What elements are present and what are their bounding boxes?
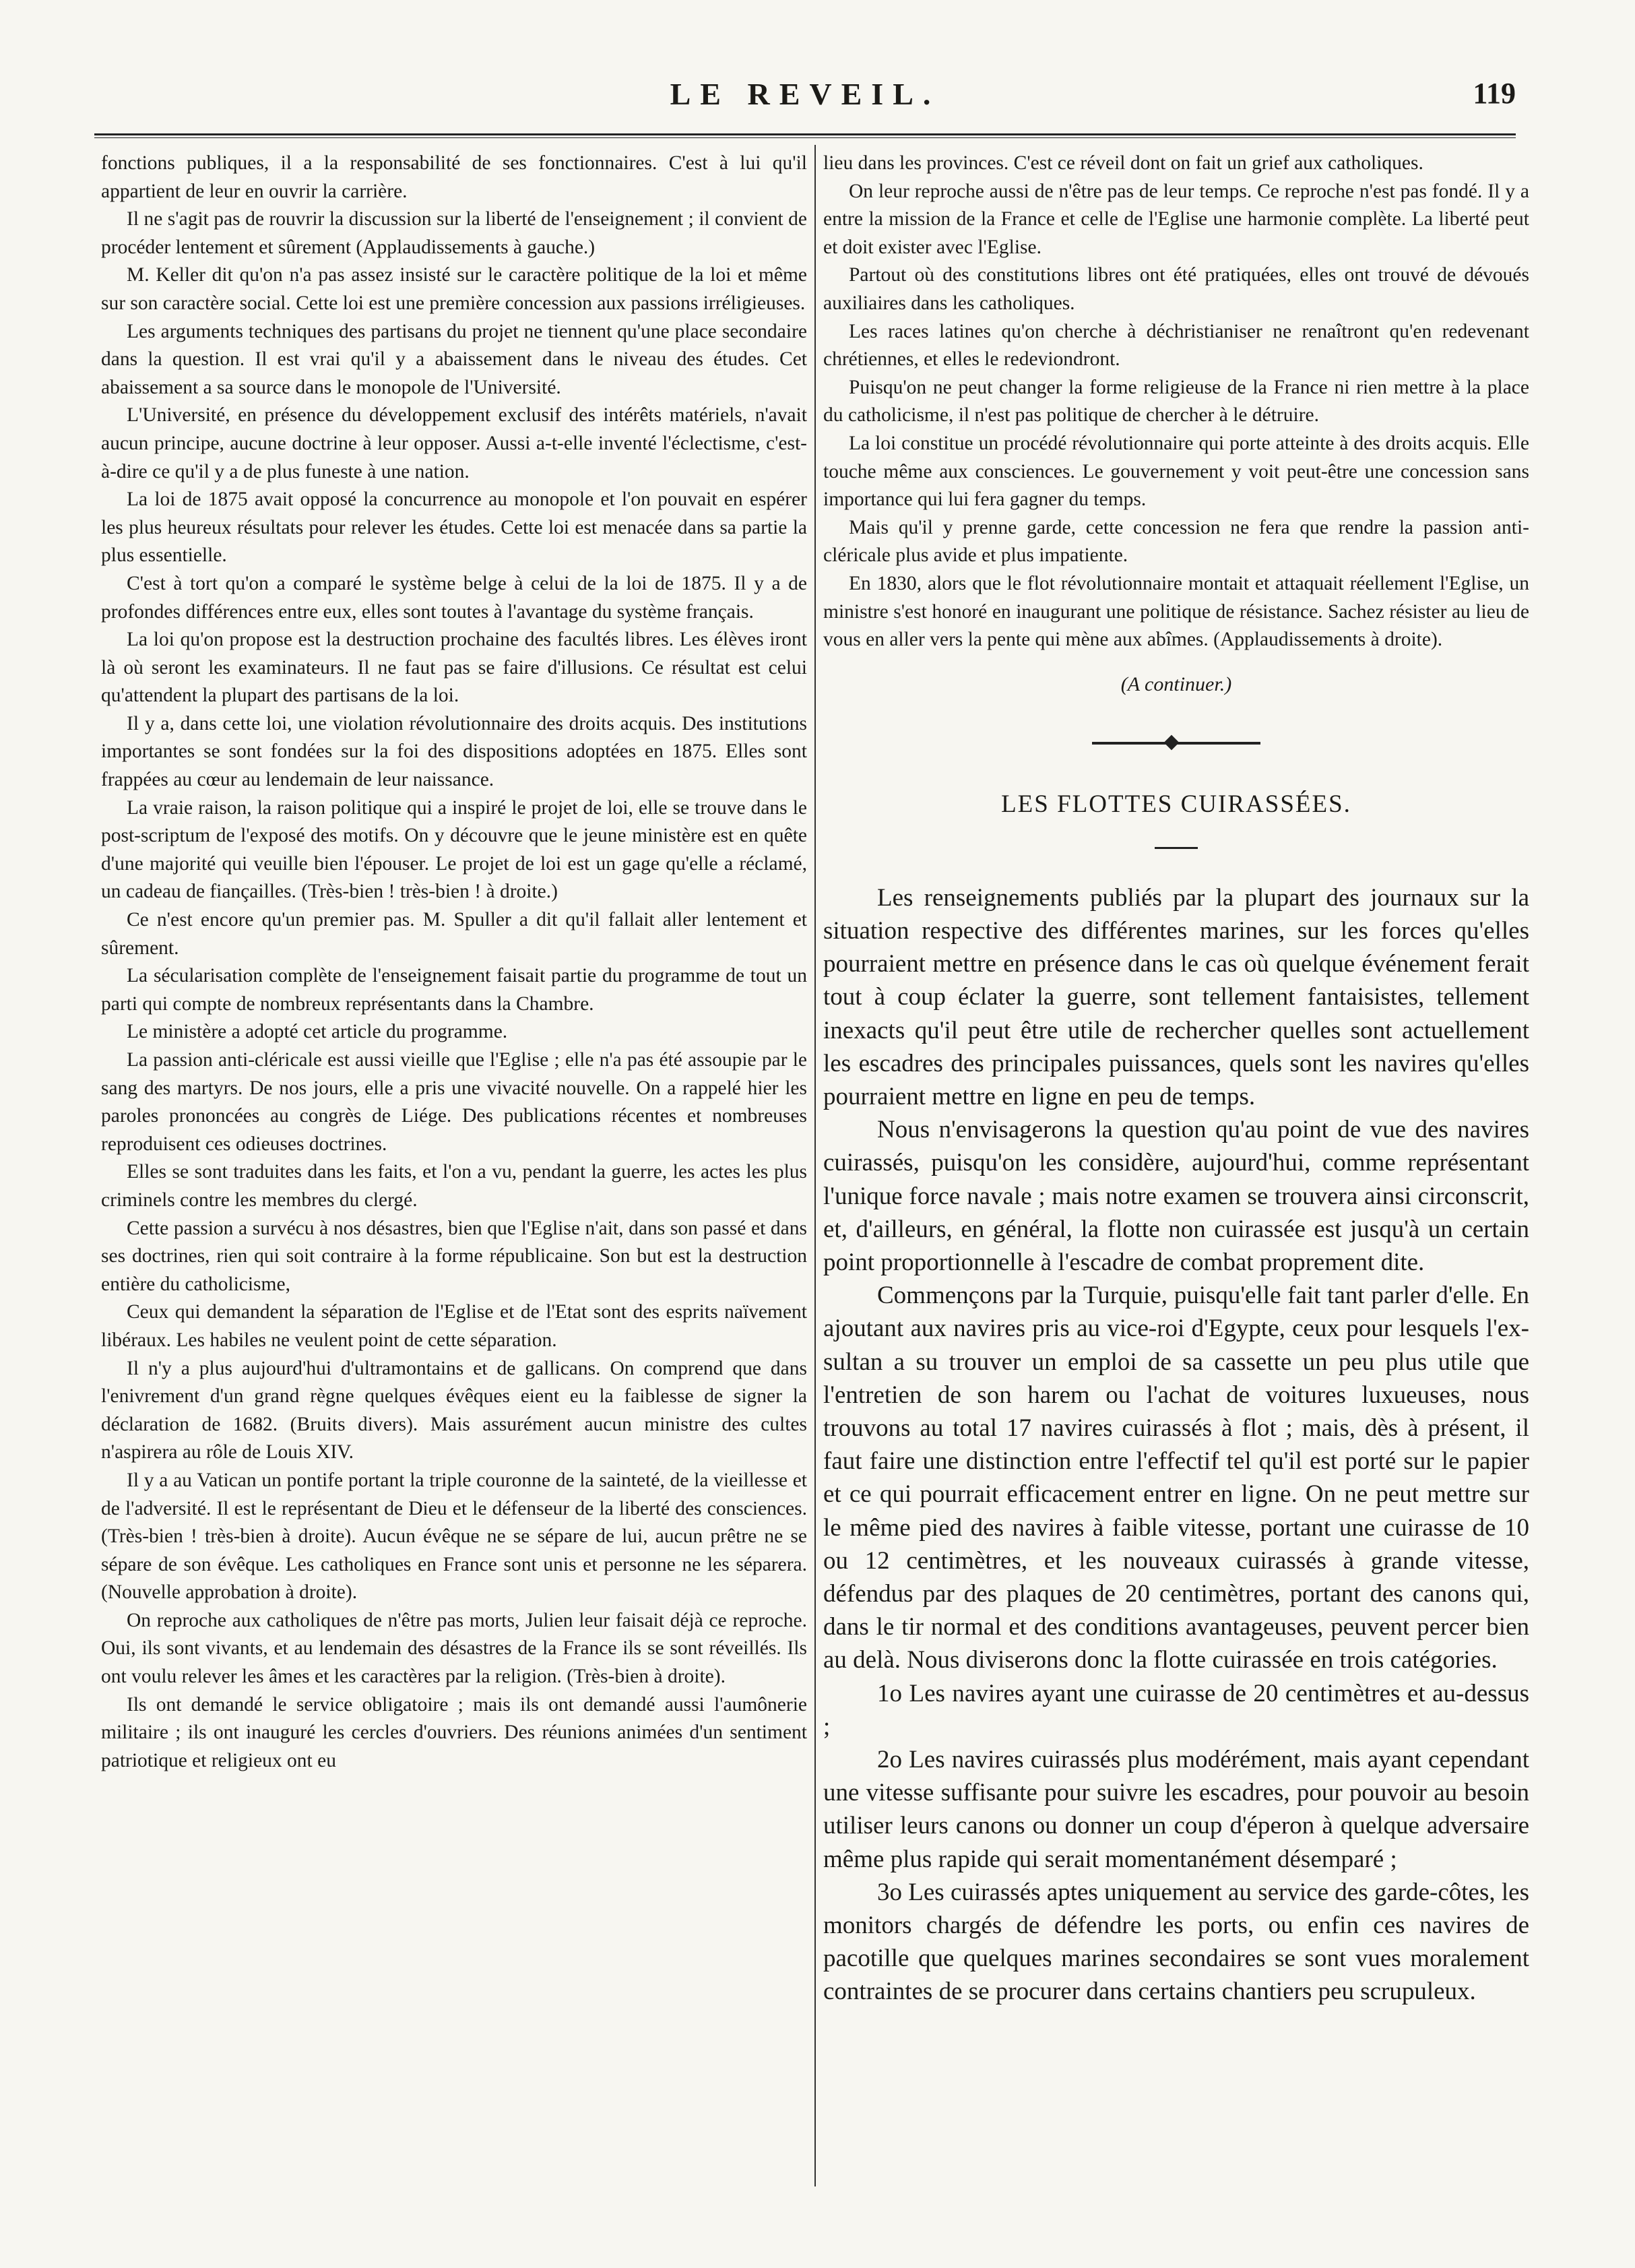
paragraph: Ils ont demandé le service obligatoire ; mais ils ont demandé aussi l'aumônerie militaire ; ils ont inauguré les cercles d'ouvriers. Des réunions animées d'un sentiment patriotique et religieux ont eu — [101, 1693, 807, 1771]
paragraph: En 1830, alors que le flot révolutionnaire montait et attaquait réellement l'Eglise, un ministre s'est honoré en inaugurant une politique de résistance. Sachez résister au lieu de vous en aller vers la pente qui mène aux abîmes. (Applaudissements à droite). — [823, 572, 1529, 651]
paragraph: Ceux qui demandent la séparation de l'Eglise et de l'Etat sont des esprits naïvement libéraux. Les habiles ne veulent point de cette séparation. — [101, 1301, 807, 1351]
paragraph: On leur reproche aussi de n'être pas de leur temps. Ce reproche n'est pas fondé. Il y a entre la mission de la France et celle de l'Eglise une harmonie complète. La liberté peut et doit exister avec l'Eglise. — [823, 180, 1529, 258]
paragraph: fonctions publiques, il a la responsabilité de ses fonctionnaires. C'est à lui qu'il appartient de leur en ouvrir la carrière. — [101, 152, 807, 202]
paragraph: Ce n'est encore qu'un premier pas. M. Spuller a dit qu'il fallait aller lentement et sûrement. — [101, 909, 807, 959]
left-column — [101, 150, 807, 2184]
paragraph: Il n'y a plus aujourd'hui d'ultramontains et de gallicans. On comprend que dans l'enivrement d'un grand règne quelques évêques eient eu la faiblesse de signer la déclaration de 1682. (Bruits divers). Mais assurément aucun ministre des cultes n'aspirera au rôle de Louis XIV. — [101, 1357, 807, 1463]
paragraph: La loi de 1875 avait opposé la concurrence au monopole et l'on pouvait en espérer les plus heureux résultats pour relever les études. Cette loi est menacée dans sa partie la plus essentielle. — [101, 489, 807, 567]
right-column — [823, 150, 1529, 2184]
article-paragraph: 2o Les navires cuirassés plus modérément, mais ayant cependant une vitesse suffisante pour suivre les escadres, pour pouvoir au besoin utiliser leurs canons ou donner un coup d'éperon à quelque adversaire même plus rapide qui serait momentanément désemparé ; — [823, 1745, 1529, 1873]
paragraph: Partout où des constitutions libres ont été pratiquées, elles ont trouvé de dévoués auxiliaires dans les catholiques. — [823, 264, 1529, 314]
column-divider — [814, 145, 816, 2186]
paragraph: M. Keller dit qu'on n'a pas assez insisté sur le caractère politique de la loi et même sur son caractère social. Cette loi est une première concession aux passions irréligieuses. — [101, 264, 807, 314]
article-paragraph: 1o Les navires ayant une cuirasse de 20 centimètres et au-dessus ; — [823, 1679, 1529, 1740]
paragraph: La sécularisation complète de l'enseignement faisait partie du programme de tout un parti qui compte de nombreux représentants dans la Chambre. — [101, 965, 807, 1015]
page-number: 119 — [1473, 77, 1516, 110]
paragraph: La vraie raison, la raison politique qui a inspiré le projet de loi, elle se trouve dans le post-scriptum de l'exposé des motifs. On y découvre que le jeune ministère est en quête d'une majorité qui veuille bien l'épouser. Le projet de loi est un gage qu'elle a réclamé, un cadeau de fiançailles. (Très-bien ! très-bien ! à droite.) — [101, 796, 807, 903]
paragraph: lieu dans les provinces. C'est ce réveil dont on fait un grief aux catholiques. — [823, 152, 1423, 174]
header-rule — [94, 133, 1516, 138]
continuation-note: (A continuer.) — [1120, 672, 1232, 695]
article-paragraph: Nous n'envisagerons la question qu'au point de vue des navires cuirassés, puisqu'on les considère, aujourd'hui, comme représentant l'unique force navale ; mais notre examen se trouvera ainsi circonscrit, et, d'ailleurs, en général, la flotte non cuirassée est jusqu'à un certain point proportionnelle à l'escadre de combat proprement dite. — [823, 1116, 1529, 1276]
paragraph: C'est à tort qu'on a comparé le système belge à celui de la loi de 1875. Il y a de profondes différences entre eux, elles sont toutes à l'avantage du système français. — [101, 572, 807, 623]
journal-title: LE REVEIL. — [670, 77, 940, 111]
section-title: LES FLOTTES CUIRASSÉES. — [1001, 790, 1351, 818]
article-paragraph: Commençons par la Turquie, puisqu'elle fait tant parler d'elle. En ajoutant aux navires pris au vice-roi d'Egypte, ceux pour lesquels l'ex-sultan a su trouver un emploi de sa cassette un peu plus utile que l'entretien de son harem ou l'achat de voitures luxueuses, nous trouvons au total 17 navires cuirassés à flot ; mais, dès à présent, il faut faire une distinction entre l'effectif tel qu'il est porté sur le papier et ce qui pourrait efficacement entrer en ligne. On ne peut mettre sur le même pied des navires à faible vitesse, portant une cuirasse de 10 ou 12 centimètres, et les nouveaux cuirassés à grande vitesse, défendus par des plaques de 20 centimètres, portant des canons qui, dans le tir normal et des conditions avantageuses, peuvent percer bien au delà. Nous diviserons donc la flotte cuirassée en trois catégories. — [823, 1282, 1529, 1674]
paragraph: Puisqu'on ne peut changer la forme religieuse de la France ni rien mettre à la place du catholicisme, il n'est pas politique de chercher à le détruire. — [823, 376, 1529, 427]
paragraph: Le ministère a adopté cet article du programme. — [127, 1021, 508, 1043]
paragraph: La loi constitue un procédé révolutionnaire qui porte atteinte à des droits acquis. Elle touche même aux consciences. Le gouvernement y voit peut-être une concession sans importance qui lui fera gagner du temps. — [823, 432, 1529, 511]
paragraph: Cette passion a survécu à nos désastres, bien que l'Eglise n'ait, dans son passé et dans ses doctrines, rien qui soit contraire à la forme républicaine. Son but est la destruction entière du catholicisme, — [101, 1217, 807, 1295]
paragraph: Il y a au Vatican un pontife portant la triple couronne de la sainteté, de la vieillesse et de l'adversité. Il est le représentant de Dieu et le défenseur de la liberté des consciences. (Très-bien ! très-bien à droite). Aucun évêque ne se sépare de lui, aucun prêtre ne se sépare de son évêque. Les catholiques en France sont unis et personne ne les séparera. (Nouvelle approbation à droite). — [101, 1469, 807, 1604]
paragraph: La passion anti-cléricale est aussi vieille que l'Eglise ; elle n'a pas été assoupie par le sang des martyrs. De nos jours, elle a pris une vivacité nouvelle. On a rappelé hier les paroles prononcées au congrès de Liége. Des publications récentes et nombreuses reproduisent ces odieuses doctrines. — [101, 1049, 807, 1155]
paragraph: Il y a, dans cette loi, une violation révolutionnaire des droits acquis. Des institutions importantes se sont fondées sur la foi des dispositions adoptées en 1875. Elles sont frappées au cœur au lendemain de leur naissance. — [101, 712, 807, 791]
paragraph: Les races latines qu'on cherche à déchristianiser ne renaîtront qu'en redevenant chrétiennes, et elles le redeviondront. — [823, 320, 1529, 371]
ornament-diamond — [1164, 734, 1180, 750]
title-rule — [1155, 847, 1198, 849]
article-paragraph: 3o Les cuirassés aptes uniquement au service des garde-côtes, les monitors chargés de défendre les ports, ou enfin ces navires de pacotille que quelques marines secondaires se sont vues moralement contraintes de se procurer dans certains chantiers peu scrupuleux. — [823, 1878, 1529, 2006]
paragraph: L'Université, en présence du développement exclusif des intérêts matériels, n'avait aucun principe, aucune doctrine à leur opposer. Aussi a-t-elle inventé l'éclectisme, c'est-à-dire ce qu'il y a de plus funeste à une nation. — [101, 404, 807, 482]
paragraph: Les arguments techniques des partisans du projet ne tiennent qu'une place secondaire dans la question. Il est vrai qu'il y a abaissement dans le niveau des études. Cet abaissement a sa source dans le monopole de l'Université. — [101, 320, 807, 398]
paragraph: On reproche aux catholiques de n'être pas morts, Julien leur faisait déjà ce reproche. Oui, ils sont vivants, et au lendemain des désastres de la France ils se sont réveillés. Ils ont voulu relever les âmes et les caractères par la religion. (Très-bien à droite). — [101, 1609, 807, 1688]
paragraph: Mais qu'il y prenne garde, cette concession ne fera que rendre la passion anti-cléricale plus avide et plus impatiente. — [823, 516, 1529, 567]
paragraph: La loi qu'on propose est la destruction prochaine des facultés libres. Les élèves iront là où seront les examinateurs. Il ne faut pas se faire d'illusions. Ce résultat est celui qu'attendent la plupart des partisans de la loi. — [101, 629, 807, 707]
page-header — [94, 64, 1516, 125]
paragraph: Elles se sont traduites dans les faits, et l'on a vu, pendant la guerre, les actes les plus criminels contre les membres du clergé. — [101, 1161, 807, 1211]
article-paragraph: Les renseignements publiés par la plupart des journaux sur la situation respective des différentes marines, sur les forces qu'elles pourraient mettre en présence dans le cas où quelque événement ferait tout à coup éclater la guerre, sont tellement fantaisistes, tellement inexacts qu'il peut être utile de rechercher quelles sont actuellement les escadres des principales puissances, quels sont les navires qu'elles pourraient mettre en ligne en peu de temps. — [823, 883, 1529, 1110]
section-ornament — [1092, 736, 1260, 750]
paragraph: Il ne s'agit pas de rouvrir la discussion sur la liberté de l'enseignement ; il convient de procéder lentement et sûrement (Applaudissements à gauche.) — [101, 208, 807, 258]
